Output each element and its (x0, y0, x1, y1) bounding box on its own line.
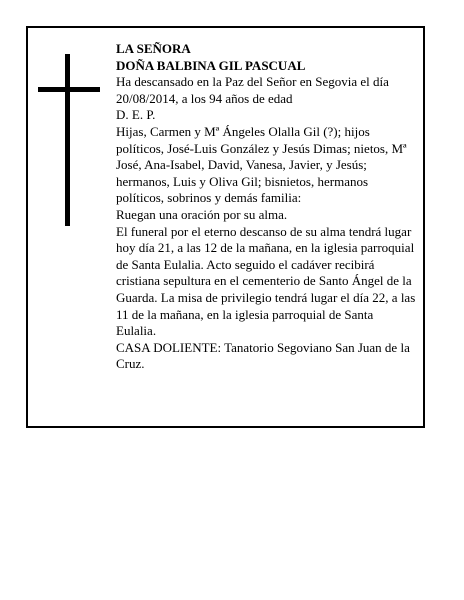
notice-title: LA SEÑORA (116, 41, 191, 56)
rip-line: D. E. P. (116, 107, 156, 123)
prayer-request: Ruegan una oración por su alma. (116, 206, 288, 222)
funeral-details: El funeral por el eterno descanso de su alma tendrá lugar hoy día 21, a las 12 de la mañana, en la iglesia parroquial de Santa Eulalia. Acto seguido el cadáver recibirá cristiana sepultura en el cementerio de Santo Ángel de la Guarda. La misa de privilegio tendrá lugar el día 22, a las 11 de la mañana, en la iglesia parroquial de Santa Eulalia. (116, 223, 416, 339)
death-announcement: Ha descansado en la Paz del Señor en Segovia el día 20/08/2014, a los 94 años de edad (116, 74, 389, 106)
obituary-text (116, 41, 416, 373)
deceased-name: DOÑA BALBINA GIL PASCUAL (116, 57, 306, 73)
family-list: Hijas, Carmen y Mª Ángeles Olalla Gil (?); hijos políticos, José-Luis González y Jesús Dimas; nietos, Mª José, Ana-Isabel, David, Vanesa, Javier, y Jesús; hermanos, Luis y Oliva Gil; bisnietos, hermanos políticos, sobrinos y demás familia: (116, 123, 407, 206)
obituary-notice (26, 26, 425, 428)
cross-vertical-bar (65, 54, 70, 226)
cross-icon (38, 54, 100, 226)
mourning-house: CASA DOLIENTE: Tanatorio Segoviano San Juan de la Cruz. (116, 339, 410, 372)
cross-horizontal-bar (38, 87, 100, 92)
